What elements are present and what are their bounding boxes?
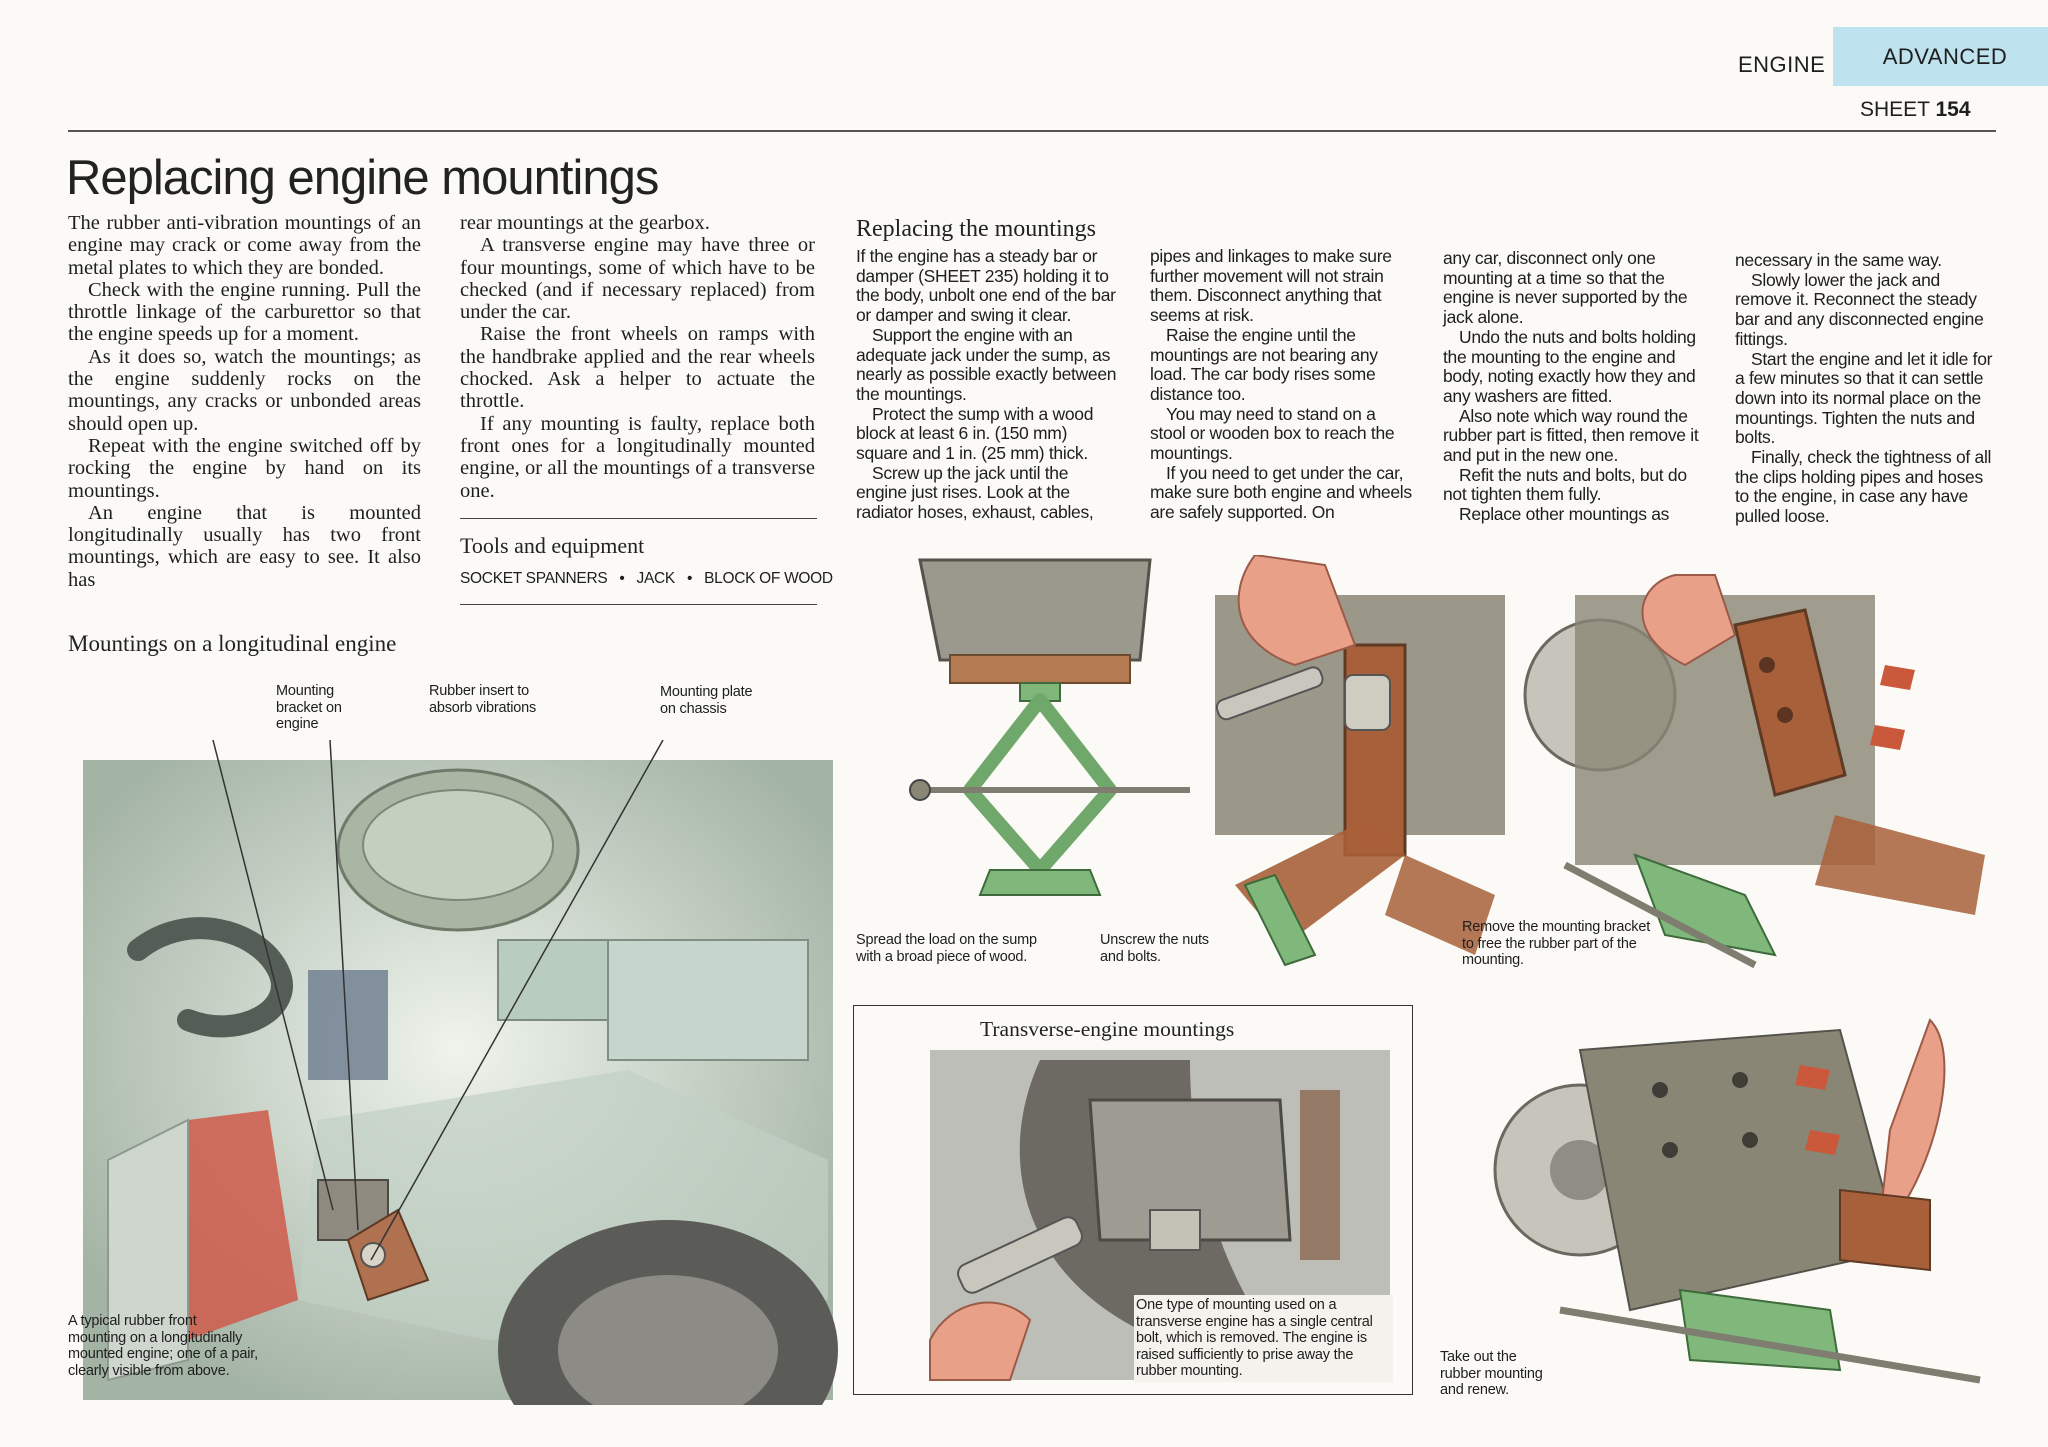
replacing-paragraph: any car, disconnect only one mounting at a time so that the engine is never supported by the jack alone. — [1443, 248, 1688, 328]
replacing-paragraph: Screw up the jack until the engine just rises. Look at the radiator hoses, exhaust, cables, — [856, 462, 1094, 523]
longitudinal-caption: A typical rubber front mounting on a longitudinally mounted engine; one of a pair, clearly visible from above. — [68, 1313, 258, 1379]
replacing-paragraph: Also note which way round the rubber part is fitted, then remove it and put in the new one. — [1443, 405, 1699, 466]
unscrew-caption: Unscrew the nuts and bolts. — [1100, 932, 1209, 965]
replacing-paragraph: necessary in the same way. — [1735, 250, 1942, 270]
intro-paragraph: As it does so, watch the mountings; as the engine suddenly rocks on the mountings, any cracks or unbonded areas should open up. — [68, 345, 421, 435]
intro-paragraph: Check with the engine running. Pull the throttle linkage of the carburettor so that the engine speeds up for a moment. — [68, 278, 421, 346]
replacing-column-3 — [1443, 249, 1708, 525]
replacing-paragraph: Refit the nuts and bolts, but do not tighten them fully. — [1443, 464, 1687, 505]
longitudinal-engine-illustration — [68, 740, 838, 1405]
replacing-paragraph: Start the engine and let it idle for a few minutes so that it can settle down into its normal place on the mountings. Tighten the nuts and bolts. — [1735, 348, 1993, 448]
replacing-paragraph: pipes and linkages to make sure further movement will not strain them. Disconnect anything that seems at risk. — [1150, 246, 1392, 326]
unscrew-bolts-illustration — [1205, 555, 1505, 975]
intro-paragraph: An engine that is mounted longitudinally usually has two front mountings, which are easy to see. It also has — [68, 501, 421, 591]
replacing-paragraph: Slowly lower the jack and remove it. Reconnect the steady bar and any disconnected engine fittings. — [1735, 269, 1984, 349]
transverse-caption: One type of mounting used on a transverse engine has a single central bolt, which is removed. The engine is raised sufficiently to prise away the rubber mounting. — [1134, 1295, 1393, 1382]
replacing-paragraph: Raise the engine until the mountings are not bearing any load. The car body rises some distance too. — [1150, 324, 1378, 404]
remove-bracket-illustration — [1515, 555, 2000, 975]
replacing-paragraph: You may need to stand on a stool or wooden box to reach the mountings. — [1150, 403, 1395, 464]
intro-column-2 — [460, 212, 815, 502]
tools-rule-bottom — [460, 604, 817, 605]
sheet-label: SHEET — [1860, 98, 1930, 121]
label-mounting-bracket: Mounting bracket on engine — [276, 683, 342, 732]
replacing-heading: Replacing the mountings — [856, 216, 1096, 242]
tool-item: SOCKET SPANNERS — [460, 570, 608, 587]
replacing-paragraph: If the engine has a steady bar or damper (SHEET 235) holding it to the body, unbolt one end of the bar or damper and swing it clear. — [856, 246, 1116, 326]
label-mounting-plate: Mounting plate on chassis — [660, 684, 753, 717]
intro-column-1 — [68, 212, 421, 591]
intro-paragraph: A transverse engine may have three or four mountings, some of which have to be checked (and if necessary replaced) from under the car. — [460, 234, 815, 324]
intro-paragraph: Raise the front wheels on ramps with the handbrake applied and the rear wheels chocked. Ask a helper to actuate the throttle. — [460, 323, 815, 413]
replacing-paragraph: If you need to get under the car, make sure both engine and wheels are safely supported. On — [1150, 462, 1412, 523]
advanced-tab — [1833, 27, 2048, 86]
replacing-paragraph: Replace other mountings as — [1459, 504, 1670, 525]
replacing-column-2 — [1150, 247, 1415, 523]
jack-under-sump-illustration — [900, 550, 1200, 910]
intro-paragraph: rear mountings at the gearbox. — [460, 212, 710, 234]
replacing-column-4 — [1735, 251, 2000, 527]
replacing-paragraph: Protect the sump with a wood block at least 6 in. (150 mm) square and 1 in. (25 mm) thick. — [856, 403, 1094, 464]
replacing-column-1 — [856, 247, 1122, 523]
tool-item: JACK — [636, 570, 675, 587]
section-label: ENGINE — [1738, 52, 1826, 77]
tool-item: BLOCK OF WOOD — [704, 570, 833, 587]
replacing-paragraph: Undo the nuts and bolts holding the mounting to the engine and body, noting exactly how they and any washers are fitted. — [1443, 326, 1696, 406]
tools-heading: Tools and equipment — [460, 533, 645, 558]
take-out-caption: Take out the rubber mounting and renew. — [1440, 1349, 1543, 1398]
sheet-value: 154 — [1935, 98, 1971, 121]
transverse-heading: Transverse-engine mountings — [980, 1017, 1235, 1041]
tools-list — [460, 570, 833, 588]
header-rule — [68, 130, 1996, 132]
intro-paragraph: The rubber anti-vibration mountings of an engine may crack or come away from the metal plates to which they are bonded. — [68, 212, 421, 279]
longitudinal-heading: Mountings on a longitudinal engine — [68, 631, 397, 656]
replacing-paragraph: Support the engine with an adequate jack under the sump, as nearly as possible exactly between the mountings. — [856, 324, 1117, 404]
intro-paragraph: Repeat with the engine switched off by rocking the engine by hand on its mountings. — [68, 434, 421, 502]
jack-caption: Spread the load on the sump with a broad piece of wood. — [856, 932, 1037, 965]
page-title: Replacing engine mountings — [66, 151, 659, 205]
advanced-label: ADVANCED — [1882, 43, 2008, 69]
tool-separator: • — [619, 570, 625, 587]
replacing-paragraph: Finally, check the tightness of all the clips holding pipes and hoses to the engine, in case any have pulled loose. — [1735, 447, 1992, 527]
label-rubber-insert: Rubber insert to absorb vibrations — [429, 683, 537, 716]
remove-bracket-caption: Remove the mounting bracket to free the rubber part of the mounting. — [1462, 919, 1651, 968]
sheet-number — [1860, 98, 1971, 122]
tool-separator: • — [686, 570, 693, 587]
tools-rule-top — [460, 518, 817, 519]
intro-paragraph: If any mounting is faulty, replace both front ones for a longitudinally mounted engine, or all the mountings of a transverse one. — [460, 412, 815, 502]
